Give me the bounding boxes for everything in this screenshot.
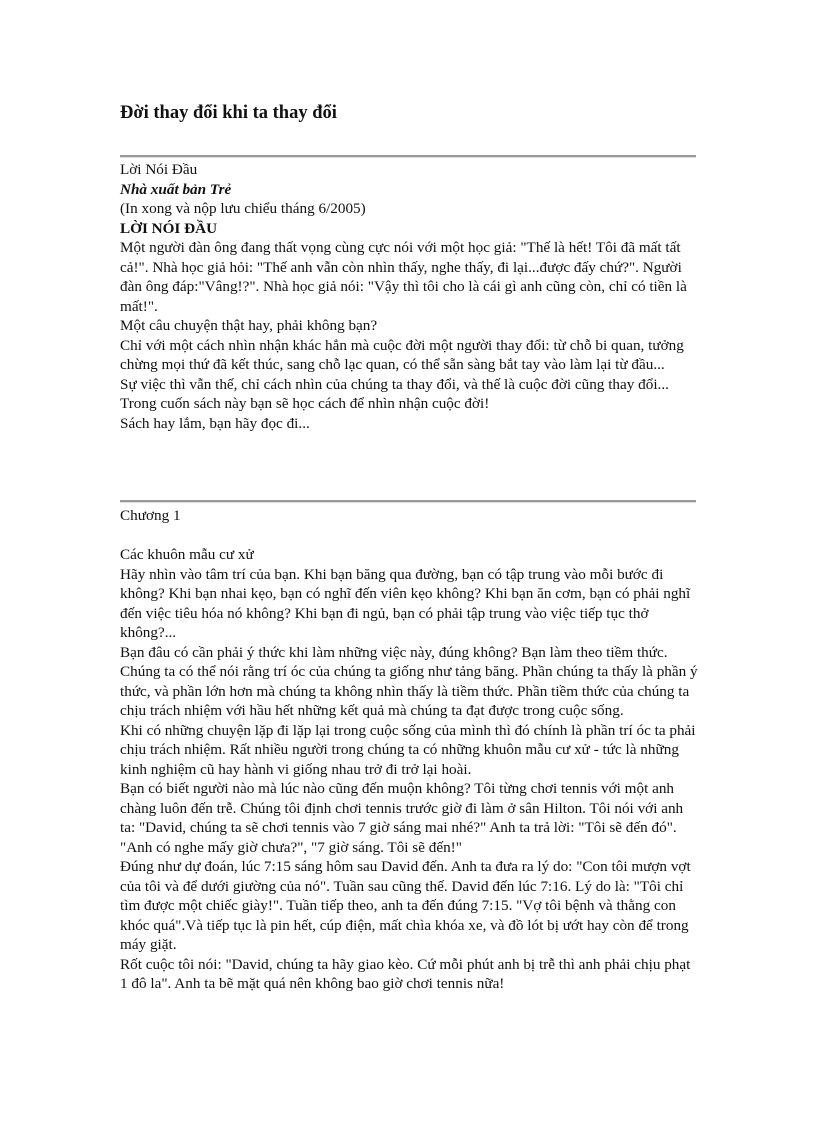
- chapter-paragraph: Đúng như dự đoán, lúc 7:15 sáng hôm sau David đến. Anh ta đưa ra lý do: "Con tôi mượn vợt của tôi và để dưới giường của nó". Tuần sau cũng thế. David đến lúc 7:16. Lý do là: "Tôi chỉ tìm được một chiếc giày!". Tuần tiếp theo, anh ta đến đúng 7:15. "Vợ tôi bệnh và thằng con khóc quá".Và tiếp tục là pin hết, cúp điện, mất chìa khóa xe, và đồ lót bị ướt hay còn để trong máy giặt.: [120, 858, 691, 953]
- chapter-paragraph: Hãy nhìn vào tâm trí của bạn. Khi bạn băng qua đường, bạn có tập trung vào mỗi bước đi không? Khi bạn nhai kẹo, bạn có nghĩ đến viên kẹo không? Khi bạn ăn cơm, bạn có phải nghĩ đến việc tiêu hóa nó không? Khi bạn đi ngủ, bạn có phải tập trung vào việc tiếp tục thở không?...: [120, 565, 691, 641]
- horizontal-rule: [120, 500, 696, 503]
- preface-paragraph: Sách hay lắm, bạn hãy đọc đi...: [120, 414, 310, 432]
- preface-heading: LỜI NÓI ĐẦU: [120, 219, 218, 237]
- chapter-heading: Chương 1: [120, 507, 181, 524]
- publication-note: (In xong và nộp lưu chiểu tháng 6/2005): [120, 200, 366, 217]
- chapter-paragraph: Rốt cuộc tôi nói: "David, chúng ta hãy giao kèo. Cứ mỗi phút anh bị trễ thì anh phải chịu phạt 1 đô la". Anh ta bẽ mặt quá nên không bao giờ chơi tennis nữa!: [120, 955, 691, 992]
- chapter-paragraph: Bạn có biết người nào mà lúc nào cũng đến muộn không? Tôi từng chơi tennis với một anh chàng luôn đến trễ. Chúng tôi định chơi tennis trước giờ đi làm ở sân Hilton. Tôi nói với anh ta: "David, chúng ta sẽ chơi tennis vào 7 giờ sáng mai nhé?" Anh ta trả lời: "Tôi sẽ đến đó". "Anh có nghe mấy giờ chưa?", "7 giờ sáng. Tôi sẽ đến!": [120, 780, 684, 856]
- chapter-subheading: Các khuôn mẫu cư xử: [120, 546, 254, 563]
- document-title: Đời thay đổi khi ta thay đổi: [120, 103, 337, 123]
- horizontal-rule: [120, 155, 696, 158]
- preface-paragraph: Một người đàn ông đang thất vọng cùng cực nói với một học giả: "Thế là hết! Tôi đã mất tất cả!". Nhà học giả hỏi: "Thế anh vẫn còn nhìn thấy, nghe thấy, đi lại...được đấy chứ?". Người đàn ông đáp:"Vâng!?". Nhà học giả nói: "Vậy thì tôi cho là cái gì anh cũng còn, chỉ có tiền là mất!".: [120, 239, 687, 315]
- spacer: [120, 526, 700, 546]
- preface-paragraph: Trong cuốn sách này bạn sẽ học cách để nhìn nhận cuộc đời!: [120, 395, 490, 412]
- preface-label: Lời Nói Đầu: [120, 161, 198, 178]
- publisher-line: Nhà xuất bản Trẻ: [120, 180, 232, 198]
- preface-paragraph: Chỉ với một cách nhìn nhận khác hẳn mà cuộc đời một người thay đổi: từ chỗ bi quan, tưởng chừng mọi thứ đã kết thúc, sang chỗ lạc quan, có thể sẵn sàng bắt tay vào làm lại từ đầu...: [120, 336, 684, 373]
- preface-paragraph: Sự việc thì vẫn thế, chỉ cách nhìn của chúng ta thay đổi, và thế là cuộc đời cũng thay đổi...: [120, 375, 669, 393]
- chapter-section: [120, 506, 700, 994]
- preface-paragraph: Một câu chuyện thật hay, phải không bạn?: [120, 317, 378, 334]
- front-matter: [120, 160, 700, 433]
- chapter-paragraph: Khi có những chuyện lặp đi lặp lại trong cuộc sống của mình thì đó chính là phần trí óc ta phải chịu trách nhiệm. Rất nhiều người trong chúng ta có những khuôn mẫu cư xử - tức là những kinh nghiệm cũ hay hành vi giống nhau trở đi trở lại hoài.: [120, 721, 696, 778]
- chapter-paragraph: Bạn đâu có cần phải ý thức khi làm những việc này, đúng không? Bạn làm theo tiềm thức. Chúng ta có thể nói rằng trí óc của chúng ta giống như tảng băng. Phần chúng ta thấy là phần ý thức, và phần lớn hơn mà chúng ta không nhìn thấy là tiềm thức. Phần tiềm thức của chúng ta chịu trách nhiệm với hầu hết những kết quả mà chúng ta đạt được trong cuộc sống.: [120, 643, 698, 719]
